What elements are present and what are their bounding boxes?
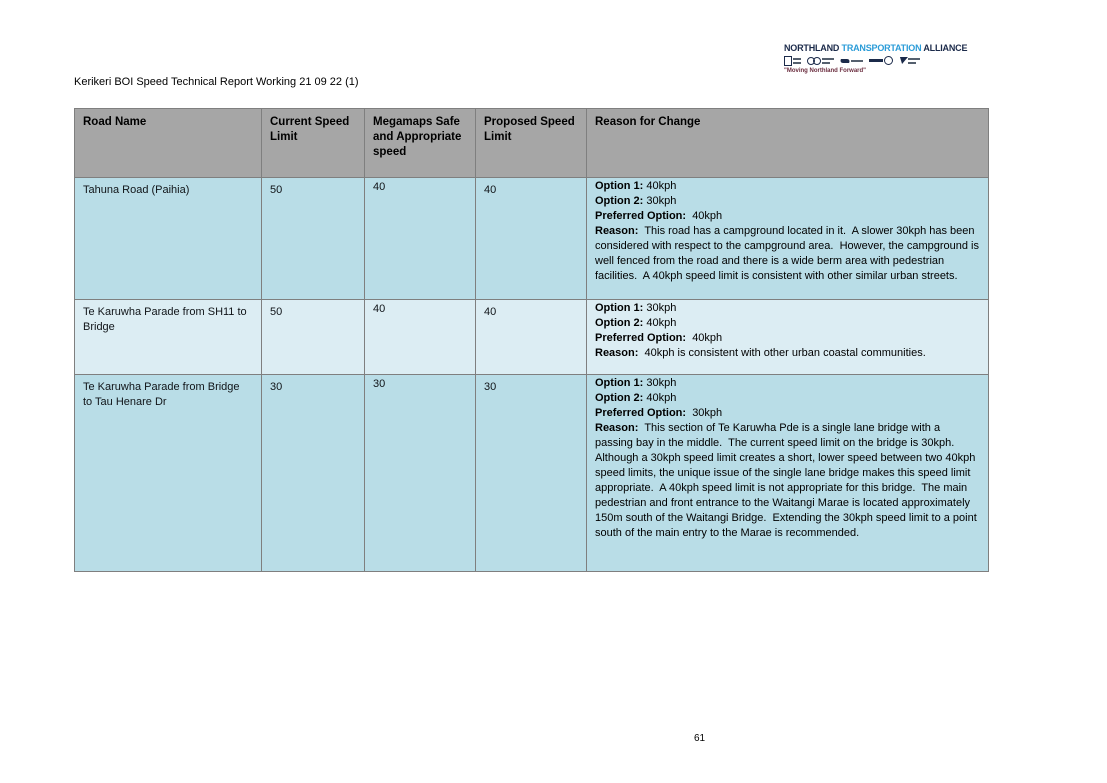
reason-text: This section of Te Karuwha Pde is a single lane bridge with a passing bay in the middle. The current speed limit on the bridge is 30kph. Although a 30kph speed limit creates a short, lower speed between two 40kph speed limits, the unique issue of the single lane bridge makes this speed limit appropriate. A 40kph speed limit is not appropriate for this bridge. The main pedestrian and front entrance to the Waitangi Marae is located approximately 150m south of the Waitangi Bridge. Extending the 30kph speed limit to a point south of the main entry to the Marae is recommended. <box>595 422 980 539</box>
logo-title <box>784 43 968 53</box>
preferred-option-value: 40kph <box>686 210 723 222</box>
proposed-speed-cell: 40 <box>476 178 587 300</box>
logo-word-transportation: TRANSPORTATION <box>841 43 922 53</box>
logo-word-northland: NORTHLAND <box>784 43 840 53</box>
option1-value: 30kph <box>643 302 677 314</box>
page-number: 61 <box>694 733 706 744</box>
option1-label: Option 1: <box>595 377 644 389</box>
logo-word-alliance: ALLIANCE <box>923 43 968 53</box>
header-megamaps-speed: Megamaps Safe and Appropriate speed <box>365 109 476 178</box>
header-reason-for-change: Reason for Change <box>587 109 989 178</box>
reason-for-change-cell <box>587 375 989 572</box>
option2-value: 40kph <box>643 317 677 329</box>
kaipara-district-council-logo-icon <box>807 57 834 65</box>
northland-regional-council-logo-icon <box>869 56 893 65</box>
current-speed-cell: 50 <box>262 300 365 375</box>
current-speed-cell: 30 <box>262 375 365 572</box>
option1-value: 30kph <box>643 377 677 389</box>
megamaps-speed-cell: 40 <box>365 178 476 300</box>
reason-label: Reason: <box>595 347 639 359</box>
preferred-option-label: Preferred Option: <box>595 407 687 419</box>
table-row <box>75 178 989 300</box>
option1-label: Option 1: <box>595 180 644 192</box>
preferred-option-value: 40kph <box>686 332 723 344</box>
reason-for-change-cell <box>587 300 989 375</box>
partner-logos-strip <box>784 56 959 65</box>
preferred-option-label: Preferred Option: <box>595 210 687 222</box>
reason-for-change-cell <box>587 178 989 300</box>
table-row <box>75 375 989 572</box>
far-north-district-council-logo-icon <box>784 56 801 66</box>
reason-label: Reason: <box>595 225 639 237</box>
reason-text: This road has a campground located in it. A slower 30kph has been considered with respect to the campground area. However, the campground is well fenced from the road and there is a wide berm area with pedestrian facilities. A 40kph speed limit is consistent with other similar urban streets. <box>595 225 983 282</box>
proposed-speed-cell: 40 <box>476 300 587 375</box>
header-proposed-speed-limit: Proposed Speed Limit <box>476 109 587 178</box>
megamaps-speed-cell: 30 <box>365 375 476 572</box>
option2-label: Option 2: <box>595 317 644 329</box>
table-header-row <box>75 109 989 178</box>
road-name-cell: Te Karuwha Parade from SH11 to Bridge <box>75 300 262 375</box>
option2-value: 40kph <box>643 392 677 404</box>
option2-value: 30kph <box>643 195 677 207</box>
option2-label: Option 2: <box>595 195 644 207</box>
megamaps-speed-cell: 40 <box>365 300 476 375</box>
document-title: Kerikeri BOI Speed Technical Report Working 21 09 22 (1) <box>74 76 359 88</box>
reason-text: 40kph is consistent with other urban coastal communities. <box>638 347 926 359</box>
northland-transportation-alliance-logo <box>784 43 968 74</box>
road-name-cell: Tahuna Road (Paihia) <box>75 178 262 300</box>
table-row <box>75 300 989 375</box>
logo-tagline: "Moving Northland Forward" <box>784 68 867 74</box>
transport-agency-logo-icon <box>899 57 920 64</box>
whangarei-district-council-logo-icon <box>840 59 863 63</box>
current-speed-cell: 50 <box>262 178 365 300</box>
speed-limits-table <box>74 108 989 572</box>
header-road-name: Road Name <box>75 109 262 178</box>
option1-label: Option 1: <box>595 302 644 314</box>
road-name-cell: Te Karuwha Parade from Bridge to Tau Henare Dr <box>75 375 262 572</box>
option1-value: 40kph <box>643 180 677 192</box>
reason-label: Reason: <box>595 422 639 434</box>
preferred-option-value: 30kph <box>686 407 723 419</box>
proposed-speed-cell: 30 <box>476 375 587 572</box>
header-current-speed-limit: Current Speed Limit <box>262 109 365 178</box>
option2-label: Option 2: <box>595 392 644 404</box>
preferred-option-label: Preferred Option: <box>595 332 687 344</box>
